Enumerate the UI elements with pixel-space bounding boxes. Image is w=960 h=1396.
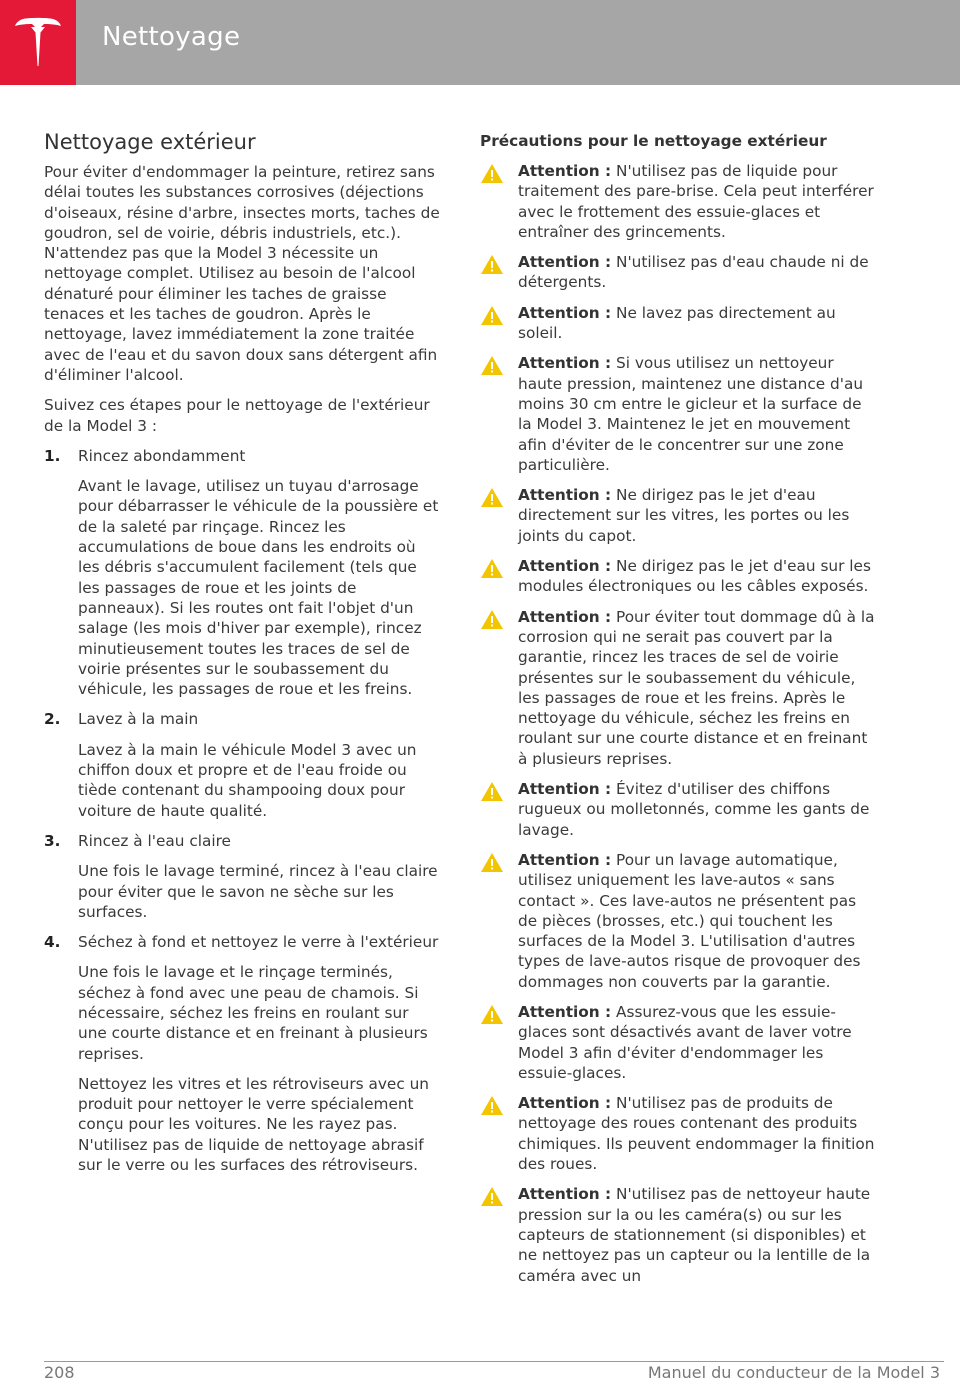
- warning-label: Attention :: [518, 303, 612, 322]
- warning-item: [480, 1093, 880, 1174]
- step-number: 3.: [44, 831, 61, 850]
- manual-title: Manuel du conducteur de la Model 3: [647, 1363, 940, 1382]
- warning-text: Si vous utilisez un nettoyeur haute pression, maintenez une distance d'au moins 30 cm entre le gicleur et la surface de la Model 3. Maintenez le jet en mouvement afin d'éviter de le concentrer sur une zone particulière.: [518, 354, 864, 474]
- warning-label: Attention :: [518, 354, 612, 373]
- logo-box: [0, 0, 76, 85]
- warning-triangle-icon: [480, 558, 504, 579]
- warning-text: Ne dirigez pas le jet d'eau directement sur les vitres, les portes ou les joints du capot.: [518, 486, 850, 545]
- step-body: Lavez à la main le véhicule Model 3 avec un chiffon doux et propre et de l'eau froide ou tiède contenant du shampooing doux pour voiture de haute qualité.: [78, 740, 417, 820]
- warning-text: Assurez-vous que les essuie-glaces sont désactivés avant de laver votre Model 3 afin d'éviter d'endommager les essuie-glaces.: [518, 1002, 852, 1082]
- warning-item: [480, 353, 880, 475]
- step-number: 1.: [44, 446, 61, 465]
- step-title: Séchez à fond et nettoyez le verre à l'extérieur: [78, 933, 439, 952]
- warning-text: Pour un lavage automatique, utilisez uniquement les lave-autos « sans contact ». Ces lave-autos ne présentent pas de pièces (brosses, etc.) qui touchent les surfaces de la Model 3. L'utilisation d'autres types de lave-autos risque de provoquer des dommages non couverts par la garantie.: [518, 850, 861, 991]
- warning-label: Attention :: [518, 253, 612, 272]
- footer-divider: [44, 1361, 944, 1362]
- warning-triangle-icon: [480, 609, 504, 630]
- step-body: Une fois le lavage et le rinçage terminés, séchez à fond avec une peau de chamois. Si nécessaire, séchez les freins en roulant sur une courte distance et en freinant à plusieurs reprises.: [78, 963, 428, 1063]
- warning-label: Attention :: [518, 1185, 612, 1204]
- page-number: 208: [44, 1363, 75, 1382]
- warning-label: Attention :: [518, 850, 612, 869]
- warning-item: [480, 850, 880, 992]
- step-item: [44, 446, 440, 700]
- warning-text: Ne dirigez pas le jet d'eau sur les modules électroniques ou les câbles exposés.: [518, 557, 871, 596]
- step-number: 2.: [44, 710, 61, 729]
- tesla-logo-icon: [13, 14, 63, 70]
- warning-triangle-icon: [480, 852, 504, 873]
- warning-label: Attention :: [518, 607, 612, 626]
- step-item: [44, 709, 440, 820]
- step-title: Rincez à l'eau claire: [78, 831, 231, 850]
- warning-label: Attention :: [518, 780, 612, 799]
- step-title: Rincez abondamment: [78, 446, 246, 465]
- warning-label: Attention :: [518, 486, 612, 505]
- warning-text: Évitez d'utiliser des chiffons rugueux ou molletonnés, comme les gants de lavage.: [518, 780, 870, 839]
- step-item: [44, 831, 440, 922]
- step-body-2: Nettoyez les vitres et les rétroviseurs avec un produit pour nettoyer le verre spécialement conçu pour les voitures. Ne les rayez pas. N'utilisez pas de liquide de nettoyage abrasif sur le verre ou les surfaces des rétroviseurs.: [78, 1074, 429, 1175]
- warning-text: N'utilisez pas de liquide pour traitement des pare-brise. Cela peut interférer avec le frottement des essuie-glaces et entraîner des grincements.: [518, 162, 874, 241]
- warning-item: [480, 252, 880, 293]
- steps-intro: Suivez ces étapes pour le nettoyage de l'extérieur de la Model 3 :: [44, 396, 430, 435]
- step-number: 4.: [44, 933, 61, 952]
- warning-item: [480, 1002, 880, 1083]
- warning-triangle-icon: [480, 1095, 504, 1116]
- warning-text: N'utilisez pas de nettoyeur haute pression sur la ou les caméra(s) ou sur les capteurs de stationnement (si disponibles) et ne nettoyez pas un capteur ou la lentille de la caméra avec un: [518, 1185, 871, 1285]
- step-item: [44, 932, 440, 1175]
- warning-triangle-icon: [480, 305, 504, 326]
- warning-triangle-icon: [480, 781, 504, 802]
- left-column: [44, 128, 440, 1185]
- warning-item: [480, 485, 880, 546]
- warning-item: [480, 1184, 880, 1285]
- intro-paragraph: Pour éviter d'endommager la peinture, retirez sans délai toutes les substances corrosives (déjections d'oiseaux, résine d'arbre, insectes morts, taches de goudron, sel de voirie, débris industriels, etc.). N'attendez pas que la Model 3 nécessite un nettoyage complet. Utilisez au besoin de l'alcool dénaturé pour éliminer les taches de graisse tenaces et les taches de goudron. Après le nettoyage, lavez immédiatement la zone traitée avec de l'eau et du savon doux sans détergent afin d'éliminer l'alcool.: [44, 163, 440, 384]
- warning-triangle-icon: [480, 1186, 504, 1207]
- warning-item: [480, 303, 880, 344]
- warning-triangle-icon: [480, 163, 504, 184]
- precautions-heading: Précautions pour le nettoyage extérieur: [480, 132, 827, 150]
- warning-item: [480, 556, 880, 597]
- warning-text: N'utilisez pas d'eau chaude ni de détergents.: [518, 253, 869, 292]
- warning-text: N'utilisez pas de produits de nettoyage des roues contenant des produits chimiques. Ils peuvent endommager la finition des roues.: [518, 1094, 875, 1174]
- warning-triangle-icon: [480, 487, 504, 508]
- warning-label: Attention :: [518, 557, 612, 576]
- step-body: Une fois le lavage terminé, rincez à l'eau claire pour éviter que le savon ne sèche sur les surfaces.: [78, 862, 438, 921]
- warning-triangle-icon: [480, 1004, 504, 1025]
- warning-triangle-icon: [480, 355, 504, 376]
- right-column: [480, 128, 880, 1296]
- warning-label: Attention :: [518, 1094, 612, 1113]
- warning-item: [480, 607, 880, 769]
- warning-item: [480, 161, 880, 242]
- page-title: Nettoyage: [102, 22, 241, 52]
- section-heading: Nettoyage extérieur: [44, 130, 256, 154]
- step-body: Avant le lavage, utilisez un tuyau d'arrosage pour débarrasser le véhicule de la poussière et de la saleté par rinçage. Rincez les accumulations de boue dans les endroits où les débris s'accumulent facilement (tels que les passages de roue et les joints de panneaux). Si les routes ont fait l'objet d'un salage (les mois d'hiver par exemple), rincez minutieusement toutes les traces de sel de voirie présentes sur le soubassement du véhicule, les passages de roue et les freins.: [78, 477, 439, 699]
- warning-text: Ne lavez pas directement au soleil.: [518, 303, 836, 343]
- warning-triangle-icon: [480, 254, 504, 275]
- warning-label: Attention :: [518, 1002, 612, 1021]
- page-header: [0, 0, 960, 85]
- warning-item: [480, 779, 880, 840]
- warning-text: Pour éviter tout dommage dû à la corrosion qui ne serait pas couvert par la garantie, rincez les traces de sel de voirie présentes sur le soubassement du véhicule, les passages de roue et les freins. Après le nettoyage du véhicule, séchez les freins en roulant sur une courte distance et en freinant à plusieurs reprises.: [518, 607, 875, 768]
- step-title: Lavez à la main: [78, 710, 199, 729]
- warning-label: Attention :: [518, 162, 612, 180]
